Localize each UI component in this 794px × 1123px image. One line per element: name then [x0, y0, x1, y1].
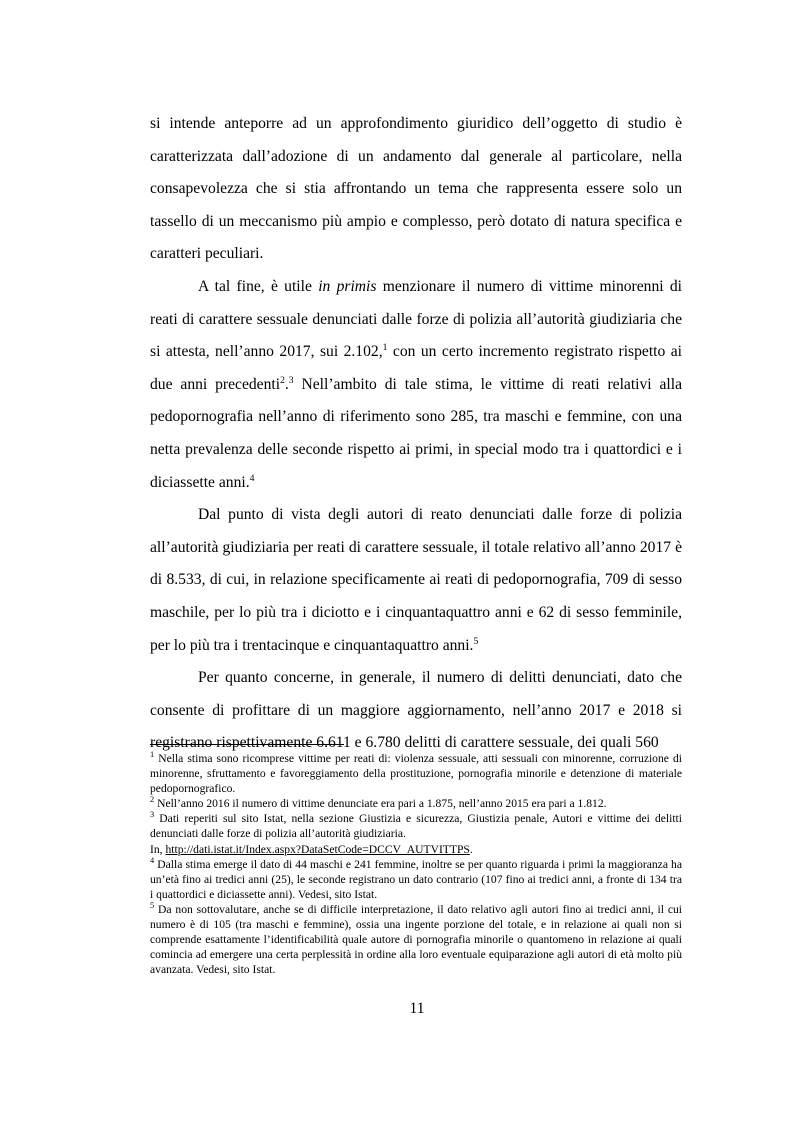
page-number: 11	[409, 1000, 425, 1017]
footnote-text: Nella stima sono ricomprese vittime per reati di: violenza sessuale, atti sessuali con minorenne, corruzione di minorenne, sfruttamento e favoreggiamento della prostituzione, pornografia minorile e detenzione di materiale pedopornografico.	[150, 752, 682, 796]
footnote-separator	[150, 744, 344, 745]
footnote-link-prefix: In,	[150, 842, 166, 856]
footnote-4	[150, 857, 682, 902]
footnote-number: 3	[150, 810, 155, 820]
paragraph-2	[150, 271, 682, 499]
footnote-2	[150, 796, 682, 811]
footnotes	[150, 751, 682, 977]
paragraph-4: Per quanto concerne, in generale, il numero di delitti denunciati, dato che consente di profittare di un maggiore aggiornamento, nell’anno 2017 e 2018 si registrano rispettivamente 6.611 e 6.780 delitti di carattere sessuale, dei quali 560	[150, 669, 682, 752]
paragraph-3-text: Dal punto di vista degli autori di reato denunciati dalle forze di polizia all’autorità giudiziaria per reati di carattere sessuale, il totale relativo all’anno 2017 è di 8.533, di cui, in relazione specificamente ai reati di pedopornografia, 709 di sesso maschile, per lo più tra i diciotto e i cinquantaquattro anni e 62 di sesso femminile, per lo più tra i trentacinque e cinquantaquattro anni.	[150, 506, 682, 654]
footnote-number: 1	[150, 750, 155, 760]
footnote-text: Nell’anno 2016 il numero di vittime denunciate era pari a 1.875, nell’anno 2015 era pari a 1.812.	[154, 797, 607, 811]
footnote-ref-1[interactable]: 1	[382, 341, 388, 353]
footnote-1	[150, 751, 682, 796]
footnote-text: Dalla stima emerge il dato di 44 maschi e 241 femmine, inoltre se per quanto riguarda i primi la maggioranza ha un’età fino ai tredici anni (25), le seconde registrano un dato contrario (107 fino ai tredici anni, a fronte di 134 tra i quattordici e diciassette anni). Vedesi, sito Istat.	[150, 857, 682, 901]
paragraph-1: si intende anteporre ad un approfondimento giuridico dell’oggetto di studio è caratterizzata dall’adozione di un andamento dal generale al particolare, nella consapevolezza che si stia affrontando un tema che rappresenta essere solo un tassello di un meccanismo più ampio e complesso, però dotato di natura specifica e caratteri peculiari.	[150, 115, 682, 263]
footnote-link-suffix: .	[469, 842, 473, 856]
footnote-3	[150, 811, 682, 856]
footnote-ref-2[interactable]: 2	[280, 374, 285, 386]
paragraph-2-text-e: Nell’ambito di tale stima, le vittime di reati relativi alla pedopornografia nell’anno di riferimento sono 285, tra maschi e femmine, con una netta prevalenza delle seconde rispetto ai primi, in special modo tra i quattordici e i diciassette anni.	[150, 375, 682, 491]
footnote-ref-3[interactable]: 3	[288, 374, 294, 386]
istat-link[interactable]: http://dati.istat.it/Index.aspx?DataSetCode=DCCV_AUTVITTPS	[165, 842, 470, 856]
footnote-text: Da non sottovalutare, anche se di difficile interpretazione, il dato relativo agli autori fino ai tredici anni, il cui numero è di 105 (tra maschi e femmine), ossia una ingente porzione del totale, e in relazione ai quali non si comprende esattamente l’identificabilità quale autore di pornografia minorile o quantomeno in relazione ai quali comincia ad emergere una certa perplessità in ordine alla loro eventuale equiparazione agli autori di età molto più avanzata. Vedesi, sito Istat.	[150, 902, 682, 977]
footnote-ref-4[interactable]: 4	[249, 472, 255, 484]
in-primis-italic: in primis	[318, 277, 377, 295]
paragraph-2-text-d: .	[284, 375, 289, 393]
paragraph-2-text-b: menzionare il numero di vittime minorenni di reati di carattere sessuale denunciati dalle forze di polizia all’autorità giudiziaria che si attesta, nell’anno 2017, sui 2.102,	[150, 277, 683, 361]
footnote-number: 2	[150, 795, 155, 805]
paragraph-2-text-c: con un certo incremento registrato rispetto ai due anni precedenti	[150, 343, 683, 393]
footnote-ref-5[interactable]: 5	[473, 635, 479, 647]
body-text	[150, 108, 682, 760]
footnote-number: 5	[150, 901, 155, 911]
paragraph-3	[150, 499, 682, 662]
footnote-number: 4	[150, 855, 155, 865]
footnote-text: Dati reperiti sul sito Istat, nella sezione Giustizia e sicurezza, Giustizia penale, Autori e vittime dei delitti denunciati dalle forze di polizia all’autorità giudiziaria.	[150, 812, 682, 841]
footnote-5	[150, 902, 682, 977]
paragraph-2-text-a: A tal fine, è utile	[198, 277, 319, 295]
